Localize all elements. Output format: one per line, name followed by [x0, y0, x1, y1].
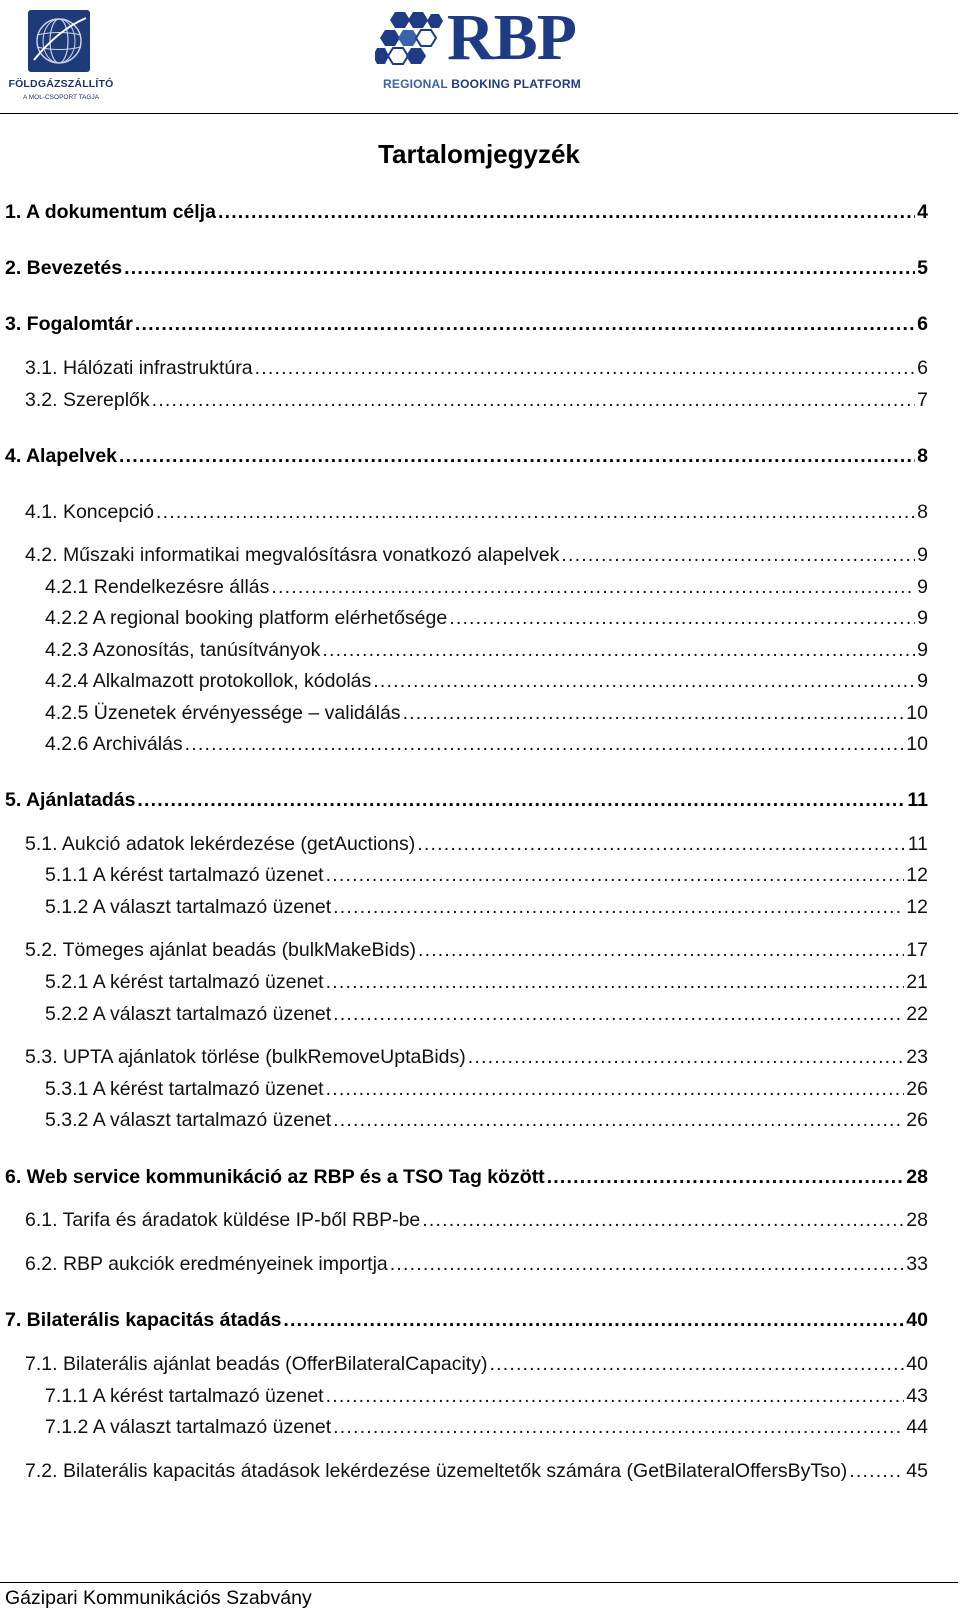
toc-entry-label: 4.2.4 Alkalmazott protokollok, kódolás [45, 670, 372, 692]
toc-entry[interactable] [5, 1307, 928, 1333]
toc-entry-label: 4.1. Koncepció [25, 501, 155, 523]
toc-entry-page: 12 [906, 864, 928, 886]
toc-entry-page: 4 [917, 201, 928, 223]
toc-entry-page: 11 [907, 833, 928, 855]
toc-entry-label: 4.2.2 A regional booking platform elérhetősége [45, 607, 448, 629]
fgsz-logo-name: FÖLDGÁZSZÁLLÍTÓ [8, 78, 114, 90]
toc-entry-page: 9 [917, 670, 928, 692]
toc-entry-label: 7.1.1 A kérést tartalmazó üzenet [45, 1385, 324, 1407]
fgsz-logo-subtitle: A MOL-CSOPORT TAGJA [22, 94, 100, 101]
toc-leader-dots [326, 862, 905, 888]
toc-entry-page: 17 [906, 939, 928, 961]
toc-entry[interactable] [45, 1001, 928, 1027]
toc-entry-label: 4.2.1 Rendelkezésre állás [45, 576, 270, 598]
rbp-tagline-regional: REGIONAL [383, 77, 452, 91]
toc-leader-dots [326, 1383, 905, 1409]
toc-leader-dots [418, 937, 904, 963]
rbp-hexagons-icon [375, 10, 447, 76]
rbp-logo [375, 1, 590, 92]
toc-entry-label: 4. Alapelvek [5, 445, 118, 467]
toc-entry-page: 44 [906, 1416, 928, 1438]
rbp-wordmark: RBP [447, 1, 576, 74]
toc-entry-page: 9 [917, 576, 928, 598]
toc-leader-dots [326, 969, 905, 995]
toc-entry[interactable] [25, 1458, 928, 1484]
toc-leader-dots [561, 542, 915, 568]
toc-leader-dots [333, 1001, 904, 1027]
toc-entry[interactable] [25, 1351, 928, 1377]
toc-leader-dots [449, 605, 915, 631]
toc-entry-page: 28 [906, 1209, 928, 1231]
toc-entry-label: 4.2.6 Archiválás [45, 733, 183, 755]
toc-entry[interactable] [25, 355, 928, 381]
toc-entry-page: 11 [907, 789, 928, 811]
toc-leader-dots [271, 574, 915, 600]
toc-entry-label: 6.2. RBP aukciók eredményeinek importja [25, 1253, 388, 1275]
toc-entry-label: 5. Ajánlatadás [5, 789, 136, 811]
toc-leader-dots [390, 1251, 905, 1277]
toc-entry[interactable] [25, 499, 928, 525]
header-divider [0, 113, 958, 114]
toc-leader-dots [322, 637, 915, 663]
toc-entry-page: 6 [917, 357, 928, 379]
toc-entry[interactable] [45, 969, 928, 995]
toc-entry-label: 5.2.2 A választ tartalmazó üzenet [45, 1003, 332, 1025]
toc-leader-dots [333, 1107, 904, 1133]
toc-entry-label: 5.2. Tömeges ajánlat beadás (bulkMakeBids) [25, 939, 416, 961]
toc-entry-page: 10 [906, 702, 928, 724]
toc-entry[interactable] [45, 1383, 928, 1409]
toc-leader-dots [218, 199, 915, 225]
toc-leader-dots [185, 731, 905, 757]
toc-entry-label: 7. Bilaterális kapacitás átadás [5, 1309, 282, 1331]
toc-entry-label: 4.2.5 Üzenetek érvényessége – validálás [45, 702, 401, 724]
toc-leader-dots [137, 787, 905, 813]
toc-entry-label: 5.1.1 A kérést tartalmazó üzenet [45, 864, 324, 886]
toc-entry[interactable] [45, 731, 928, 757]
toc-entry[interactable] [45, 862, 928, 888]
toc-leader-dots [135, 311, 915, 337]
toc-entry-page: 45 [906, 1460, 928, 1482]
toc-leader-dots [849, 1458, 904, 1484]
toc-entry-label: 3.2. Szereplők [25, 389, 150, 411]
page-title: Tartalomjegyzék [378, 139, 580, 169]
toc-entry-label: 5.3.1 A kérést tartalmazó üzenet [45, 1078, 324, 1100]
rbp-tagline-booking: BOOKING PLATFORM [451, 77, 581, 91]
toc-entry-page: 8 [917, 501, 928, 523]
rbp-tagline [383, 77, 581, 91]
toc-entry-page: 23 [906, 1046, 928, 1068]
toc-leader-dots [156, 499, 915, 525]
toc-entry-page: 40 [906, 1353, 928, 1375]
toc-entry-page: 26 [906, 1109, 928, 1131]
toc-entry[interactable] [45, 668, 928, 694]
toc-entry-label: 7.1. Bilaterális ajánlat beadás (OfferBilateralCapacity) [25, 1353, 488, 1375]
toc-leader-dots [124, 255, 915, 281]
toc-entry-label: 5.3.2 A választ tartalmazó üzenet [45, 1109, 332, 1131]
toc-entry-page: 9 [917, 544, 928, 566]
toc-entry[interactable] [5, 311, 928, 337]
toc-leader-dots [417, 831, 906, 857]
toc-entry-page: 22 [906, 1003, 928, 1025]
toc-entry-label: 3. Fogalomtár [5, 313, 133, 335]
toc-entry[interactable] [25, 1251, 928, 1277]
toc-entry-label: 5.1.2 A választ tartalmazó üzenet [45, 896, 332, 918]
toc-entry-label: 2. Bevezetés [5, 257, 123, 279]
toc-entry-label: 5.2.1 A kérést tartalmazó üzenet [45, 971, 324, 993]
toc-leader-dots [152, 387, 915, 413]
toc-entry[interactable] [5, 1164, 928, 1190]
toc-entry[interactable] [45, 605, 928, 631]
toc-entry-label: 5.3. UPTA ajánlatok törlése (bulkRemoveUptaBids) [25, 1046, 466, 1068]
toc-leader-dots [326, 1076, 905, 1102]
toc-leader-dots [333, 894, 904, 920]
toc-entry-page: 8 [917, 445, 928, 467]
toc-entry-label: 4.2.3 Azonosítás, tanúsítványok [45, 639, 321, 661]
toc-entry-page: 33 [906, 1253, 928, 1275]
toc-leader-dots [333, 1414, 904, 1440]
toc-entry[interactable] [45, 1107, 928, 1133]
footer-divider [0, 1582, 958, 1583]
toc-entry[interactable] [25, 542, 928, 568]
toc-entry-label: 3.1. Hálózati infrastruktúra [25, 357, 253, 379]
toc-leader-dots [547, 1164, 905, 1190]
toc-entry[interactable] [45, 637, 928, 663]
toc-leader-dots [119, 443, 915, 469]
toc-entry-page: 6 [917, 313, 928, 335]
toc-leader-dots [255, 355, 916, 381]
toc-entry[interactable] [45, 1414, 928, 1440]
toc-entry-label: 5.1. Aukció adatok lekérdezése (getAuctions) [25, 833, 416, 855]
toc-leader-dots [373, 668, 915, 694]
toc-leader-dots [283, 1307, 904, 1333]
toc-entry-page: 26 [906, 1078, 928, 1100]
toc-entry-page: 40 [906, 1309, 928, 1331]
toc-entry[interactable] [5, 787, 928, 813]
toc-entry[interactable] [25, 1044, 928, 1070]
toc-entry-label: 4.2. Műszaki informatikai megvalósításra vonatkozó alapelvek [25, 544, 560, 566]
toc-leader-dots [468, 1044, 905, 1070]
toc-entry-page: 10 [906, 733, 928, 755]
toc-entry[interactable] [45, 700, 928, 726]
toc-leader-dots [422, 1207, 904, 1233]
toc-entry-page: 5 [917, 257, 928, 279]
toc-entry[interactable] [25, 1207, 928, 1233]
toc-entry-label: 6. Web service kommunikáció az RBP és a TSO Tag között [5, 1166, 545, 1188]
toc-entry-page: 43 [906, 1385, 928, 1407]
fgsz-globe-icon [28, 10, 90, 76]
fgsz-logo [6, 10, 114, 101]
toc-entry[interactable] [5, 255, 928, 281]
toc-leader-dots [403, 700, 905, 726]
toc-leader-dots [489, 1351, 904, 1377]
toc-entry-page: 9 [917, 639, 928, 661]
toc-entry-label: 6.1. Tarifa és áradatok küldése IP-ből RBP-be [25, 1209, 421, 1231]
toc-entry[interactable] [5, 443, 928, 469]
toc-entry[interactable] [25, 387, 928, 413]
toc-entry[interactable] [45, 1076, 928, 1102]
toc-entry-page: 7 [917, 389, 928, 411]
toc-entry[interactable] [25, 937, 928, 963]
toc-entry[interactable] [25, 831, 928, 857]
toc-entry-label: 7.1.2 A választ tartalmazó üzenet [45, 1416, 332, 1438]
footer-text: Gázipari Kommunikációs Szabvány [5, 1587, 312, 1609]
toc-entry-page: 28 [906, 1166, 928, 1188]
toc-entry[interactable] [5, 199, 928, 225]
toc-entry-label: 7.2. Bilaterális kapacitás átadások lekérdezése üzemeltetők számára (GetBilateralOffersByTso) [25, 1460, 848, 1482]
toc-entry[interactable] [45, 574, 928, 600]
toc-entry-page: 21 [906, 971, 928, 993]
toc-entry-label: 1. A dokumentum célja [5, 201, 216, 223]
toc-entry-page: 9 [917, 607, 928, 629]
toc-entry[interactable] [45, 894, 928, 920]
toc-entry-page: 12 [906, 896, 928, 918]
